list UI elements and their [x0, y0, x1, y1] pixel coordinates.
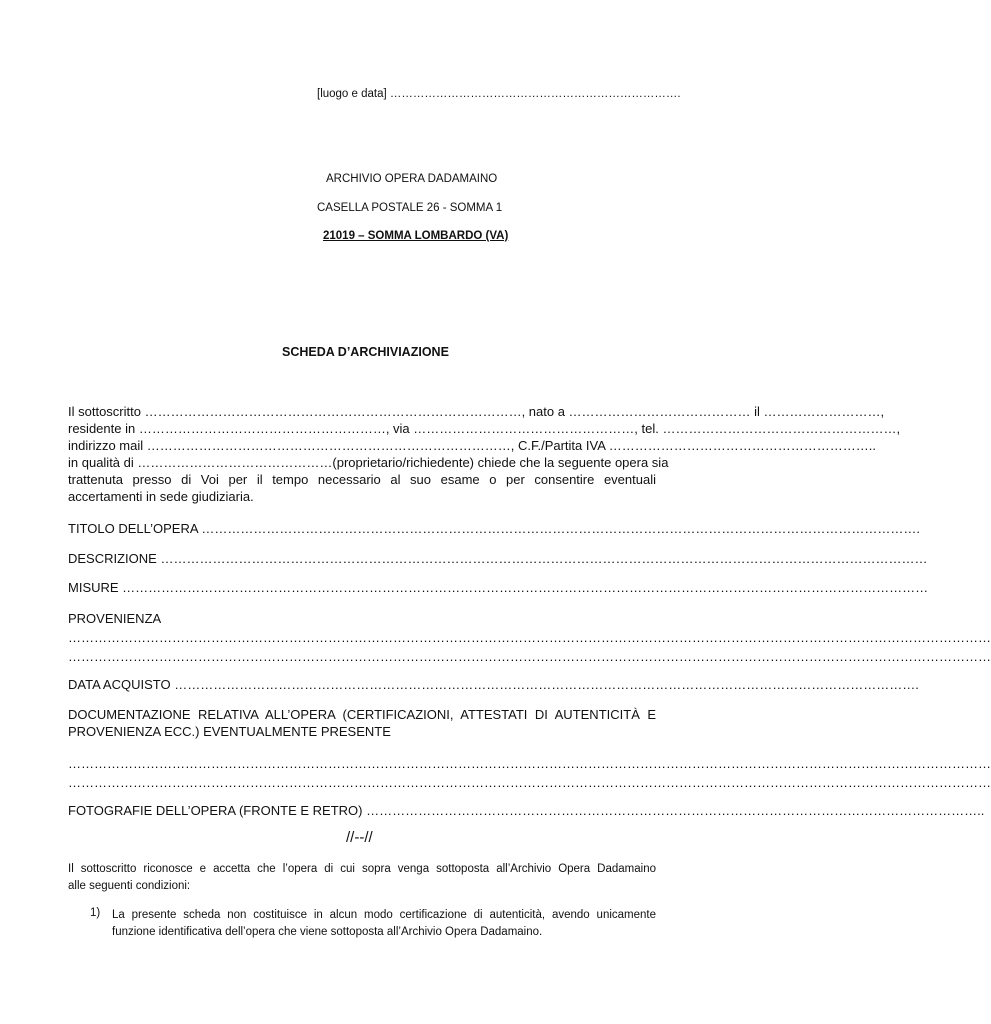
condition-line: funzione identificativa dell’opera che viene sottoposta all’Archivio Opera Dadamaino. [112, 926, 543, 938]
document-title: SCHEDA D’ARCHIVIAZIONE [282, 345, 449, 359]
intro-paragraph [68, 403, 901, 505]
documentazione-line: PROVENIENZA ECC.) EVENTUALMENTE PRESENTE [68, 724, 391, 739]
intro-line: Il sottoscritto ……………………………………………………………………………, nato a …………………………………… il ………………………, [68, 404, 885, 419]
field-descrizione: DESCRIZIONE …………………………………………………………………………………………………………………………………………………………… [68, 551, 928, 566]
condition-number: 1) [90, 907, 101, 919]
conditions-intro-line: alle seguenti condizioni: [68, 880, 191, 892]
condition-line: La presente scheda non costituisce in alcun modo certificazione di autenticità, avendo unicamente [112, 909, 656, 921]
field-documentazione-dots: …………………………………………………………………………………………………………………………………………………………………………………………… [68, 756, 991, 771]
recipient-po-box: CASELLA POSTALE 26 - SOMMA 1 [317, 202, 503, 214]
field-documentazione [68, 706, 656, 740]
field-provenienza-label: PROVENIENZA [68, 611, 162, 626]
conditions-intro [68, 861, 656, 895]
field-fotografie: FOTOGRAFIE DELL’OPERA (FRONTE E RETRO) …………………………………………………………………………………………………………………………….. [68, 803, 985, 818]
recipient-name: ARCHIVIO OPERA DADAMAINO [326, 173, 498, 185]
intro-line: accertamenti in sede giudiziaria. [68, 489, 254, 504]
intro-line: indirizzo mail …………………………………………………………………………, C.F./Partita IVA …………………………………………………….. [68, 438, 876, 453]
field-titolo: TITOLO DELL’OPERA …………………………………………………………………………………………………………………………………………………. [68, 521, 921, 536]
intro-line: trattenuta presso di Voi per il tempo necessario al suo esame o per consentire eventuali [68, 472, 656, 487]
conditions-intro-line: Il sottoscritto riconosce e accetta che l’opera di cui sopra venga sottoposta all’Archivio Opera Dadamaino [68, 863, 656, 875]
intro-line: in qualità di ………………………………………(proprietario/richiedente) chiede che la seguente opera sia [68, 455, 669, 470]
recipient-city: 21019 – SOMMA LOMBARDO (VA) [323, 230, 509, 242]
place-date-line: [luogo e data] …………………………………………………………………. [317, 88, 681, 100]
field-documentazione-dots: …………………………………………………………………………………………………………………………………………………………………………………………… [68, 775, 991, 790]
condition-item [112, 907, 656, 941]
intro-line: residente in …………………………………………………, via ……………………………………………, tel. ………………………………………………, [68, 421, 901, 436]
field-misure: MISURE …………………………………………………………………………………………………………………………………………………………………… [68, 580, 929, 595]
field-data-acquisto: DATA ACQUISTO ………………………………………………………………………………………………………………………………………………………. [68, 677, 919, 692]
field-provenienza-line: …………………………………………………………………………………………………………………………………………………………………………………………… [68, 630, 991, 645]
field-provenienza-line: …………………………………………………………………………………………………………………………………………………………………………………………… [68, 649, 991, 664]
documentazione-line: DOCUMENTAZIONE RELATIVA ALL’OPERA (CERTIFICAZIONI, ATTESTATI DI AUTENTICITÀ E [68, 707, 656, 722]
section-separator: //--// [346, 829, 373, 846]
